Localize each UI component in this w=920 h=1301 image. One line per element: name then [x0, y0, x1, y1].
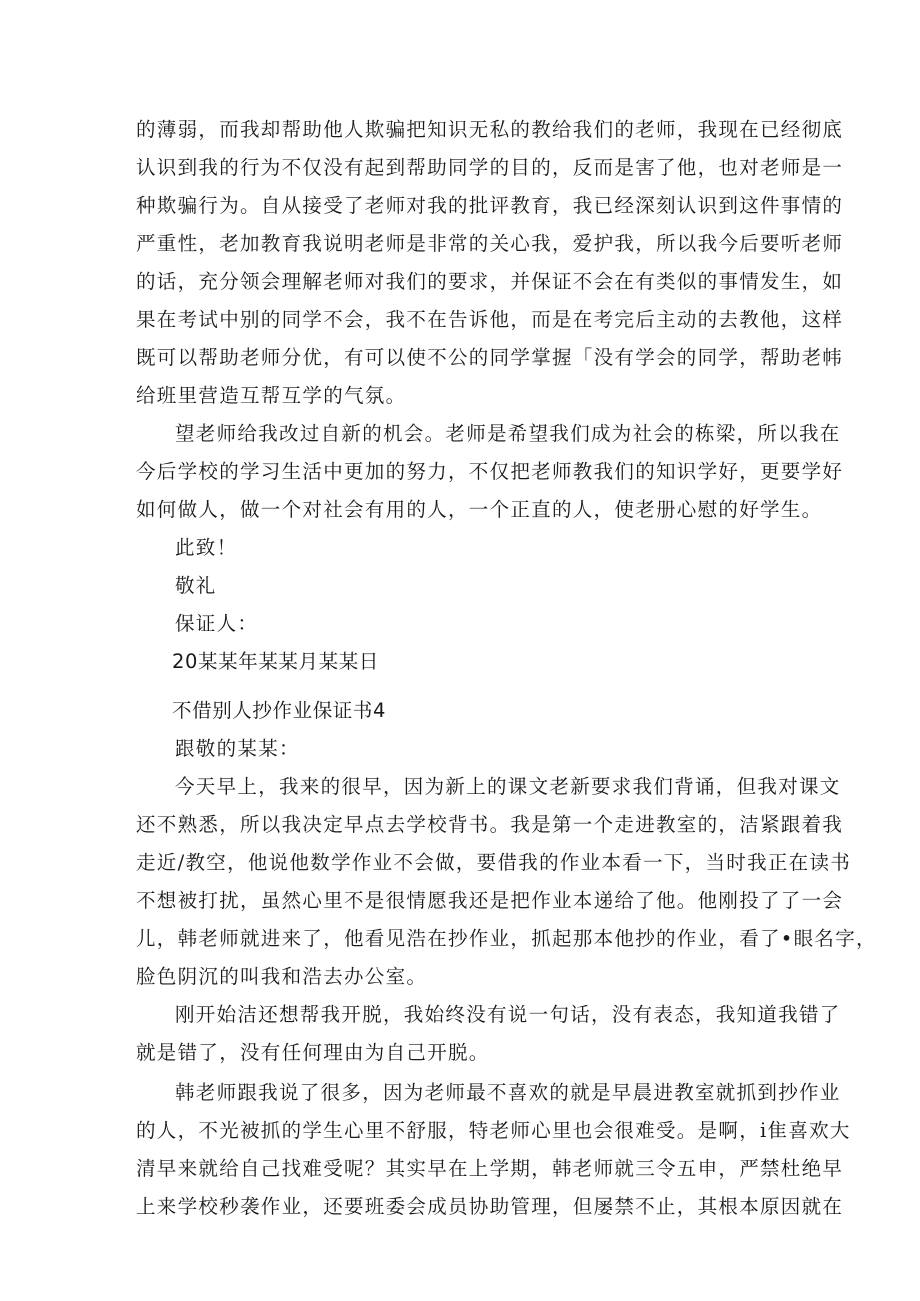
paragraph-3-line-5: 儿，韩老师就进来了，他看见浩在抄作业，抓起那本他抄的作业，看了•眼名字，: [136, 927, 877, 950]
paragraph-5-line-4: 上来学校秒袭作业，还要班委会成员协助管理，但屡禁不止，其根本原因就在: [136, 1195, 844, 1218]
paragraph-2-line-2: 今后学校的学习生活中更加的努力，不仅把老师教我们的知识学好，更要学好: [136, 460, 844, 483]
closing-salute-1: 此致！: [175, 536, 238, 559]
closing-date: 20某某年某某月某某日: [172, 650, 379, 673]
paragraph-1-line-5: 的话，充分领会理解老师对我们的要求，并保证不会在有类似的事情发生，如: [136, 270, 844, 293]
paragraph-2-line-1: 望老师给我改过自新的机会。老师是希望我们成为社会的栋梁，所以我在: [175, 422, 841, 445]
paragraph-3-line-3: 走近/教空，他说他数学作业不会做，要借我的作业本看一下，当时我正在读书: [136, 851, 852, 874]
paragraph-1-line-2: 认识到我的行为不仅没有起到帮助同学的目的，反而是害了他，也对老师是一: [136, 156, 844, 179]
paragraph-1-line-8: 给班里营造互帮互学的气氛。: [136, 384, 407, 407]
paragraph-5-line-1: 韩老师跟我说了很多，因为老师最不喜欢的就是早晨进教室就抓到抄作业: [175, 1081, 841, 1104]
paragraph-1-line-6: 果在考试中别的同学不会，我不在告诉他，而是在考完后主动的去教他，这样: [136, 308, 844, 331]
paragraph-4-line-1: 刚开始洁还想帮我开脱，我始终没有说一句话，没有表态，我知道我错了: [175, 1003, 841, 1026]
paragraph-1-line-1: 的薄弱，而我却帮助他人欺骗把知识无私的教给我们的老师，我现在已经彻底: [136, 118, 844, 141]
paragraph-1-line-4: 严重性，老加教育我说明老师是非常的关心我，爱护我，所以我今后要听老师: [136, 232, 844, 255]
paragraph-5-line-3: 清早来就给自己找难受呢？其实早在上学期，韩老师就三令五申，严禁杜绝早: [136, 1157, 844, 1180]
paragraph-2-line-3: 如何做人，做一个对社会有用的人，一个正直的人，使老册心慰的好学生。: [136, 498, 823, 521]
paragraph-3-line-1: 今天早上，我来的很早，因为新上的课文老新要求我们背诵，但我对课文: [175, 775, 841, 798]
paragraph-5-line-2: 的人，不光被抓的学生心里不舒服，特老师心里也会很难受。是啊，i隹喜欢大: [136, 1119, 851, 1142]
paragraph-4-line-2: 就是错了，没有任何理由为自己开脱。: [136, 1041, 490, 1064]
section-title: 不借别人抄作业保证书4: [172, 699, 387, 722]
closing-salute-2: 敬礼: [175, 574, 217, 597]
greeting: 跟敬的某某：: [175, 737, 300, 760]
paragraph-3-line-6: 脸色阴沉的叫我和浩去办公室。: [136, 965, 428, 988]
paragraph-1-line-3: 种欺骗行为。自从接受了老师对我的批评教育，我已经深刻认识到这件事情的: [136, 194, 844, 217]
paragraph-3-line-2: 还不熟悉，所以我决定早点去学校背书。我是第一个走进教室的，洁紧跟着我: [136, 813, 844, 836]
closing-signer: 保证人：: [175, 612, 259, 635]
paragraph-3-line-4: 不想被打扰，虽然心里不是很情愿我还是把作业本递给了他。他刚投了了一会: [136, 889, 844, 912]
paragraph-1-line-7: 既可以帮助老师分优，有可以使不公的同学掌握「没有学会的同学，帮助老帏: [136, 346, 844, 369]
